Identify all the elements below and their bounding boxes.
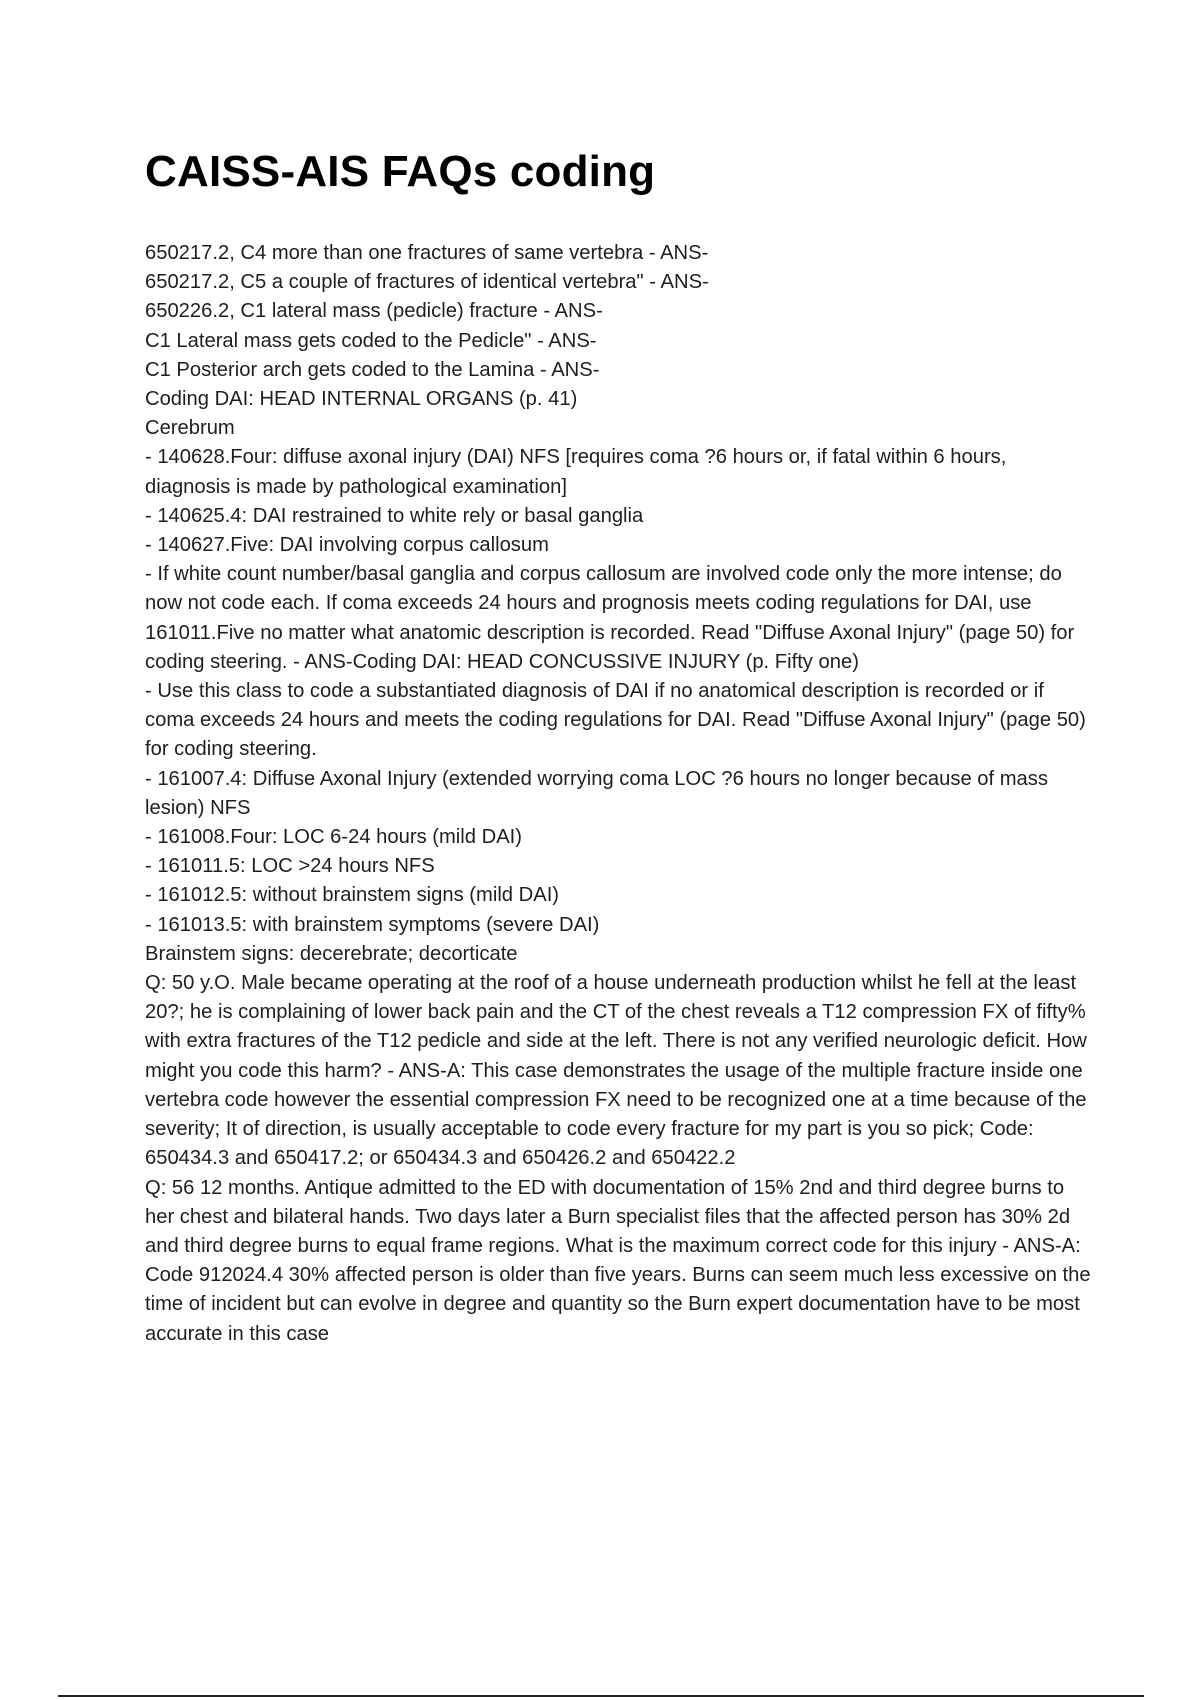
footer-divider [58,1695,1144,1697]
text-paragraph: - If white count number/basal ganglia and corpus callosum are involved code only the more intense; do now not code each. If coma exceeds 24 hours and prognosis meets coding regulations for DAI, use 161011.Five no matter what anatomic description is recorded. Read "Diffuse Axonal Injury" (page 50) for coding steering. - ANS-Coding DAI: HEAD CONCUSSIVE INJURY (p. Fifty one) [145,563,1075,673]
text-paragraph: - 161013.5: with brainstem symptoms (severe DAI) [145,913,600,936]
text-paragraph: - 161011.5: LOC >24 hours NFS [145,855,435,878]
text-line: 650217.2, C4 more than one fractures of same vertebra - ANS- [145,242,709,264]
text-paragraph: - 161012.5: without brainstem signs (mild DAI) [145,884,560,907]
text-paragraph: Brainstem signs: decerebrate; decorticate [145,942,518,965]
text-line: 650217.2, C5 a couple of fractures of identical vertebra" - ANS- [145,271,709,294]
text-paragraph: - 161008.Four: LOC 6-24 hours (mild DAI) [145,826,522,849]
document-body [145,239,1095,1349]
text-paragraph: Q: 56 12 months. Antique admitted to the ED with documentation of 15% 2nd and third degree burns to her chest and bilateral hands. Two days later a Burn specialist files that the affected person has 30% 2d and third degree burns to equal frame regions. What is the maximum correct code for this injury - ANS-A: Code 912024.4 30% affected person is older than five years. Burns can seem much less excessive on the time of incident but can evolve in degree and quantity so the Burn expert documentation have to be most accurate in this case [145,1176,1091,1345]
text-line: 650226.2, C1 lateral mass (pedicle) fracture - ANS- [145,300,603,323]
text-paragraph: - 161007.4: Diffuse Axonal Injury (extended worrying coma LOC ?6 hours no longer because of mass lesion) NFS [145,767,1048,819]
text-line: C1 Lateral mass gets coded to the Pedicle" - ANS- [145,329,597,352]
text-paragraph: - 140627.Five: DAI involving corpus callosum [145,534,549,557]
page-title: CAISS-AIS FAQs coding [145,147,656,196]
text-line: Coding DAI: HEAD INTERNAL ORGANS (p. 41) [145,388,578,411]
text-line: Cerebrum [145,417,235,440]
text-paragraph: - 140625.4: DAI restrained to white rely or basal ganglia [145,504,644,527]
text-line: C1 Posterior arch gets coded to the Lamina - ANS- [145,358,600,381]
text-paragraph: - 140628.Four: diffuse axonal injury (DAI) NFS [requires coma ?6 hours or, if fatal within 6 hours, diagnosis is made by pathological examination] [145,446,1007,498]
text-paragraph: - Use this class to code a substantiated diagnosis of DAI if no anatomical description is recorded or if coma exceeds 24 hours and meets the coding regulations for DAI. Read "Diffuse Axonal Injury" (page 50) for coding steering. [145,680,1086,761]
text-paragraph: Q: 50 y.O. Male became operating at the roof of a house underneath production whilst he fell at the least 20?; he is complaining of lower back pain and the CT of the chest reveals a T12 compression FX of fifty% with extra fractures of the T12 pedicle and side at the left. There is not any verified neurologic deficit. How might you code this harm? - ANS-A: This case demonstrates the usage of the multiple fracture inside one vertebra code however the essential compression FX need to be recognized one at a time because of the severity; It of direction, is usually acceptable to code every fracture for my part is you so pick; Code: 650434.3 and 650417.2; or 650434.3 and 650426.2 and 650422.2 [145,972,1087,1170]
